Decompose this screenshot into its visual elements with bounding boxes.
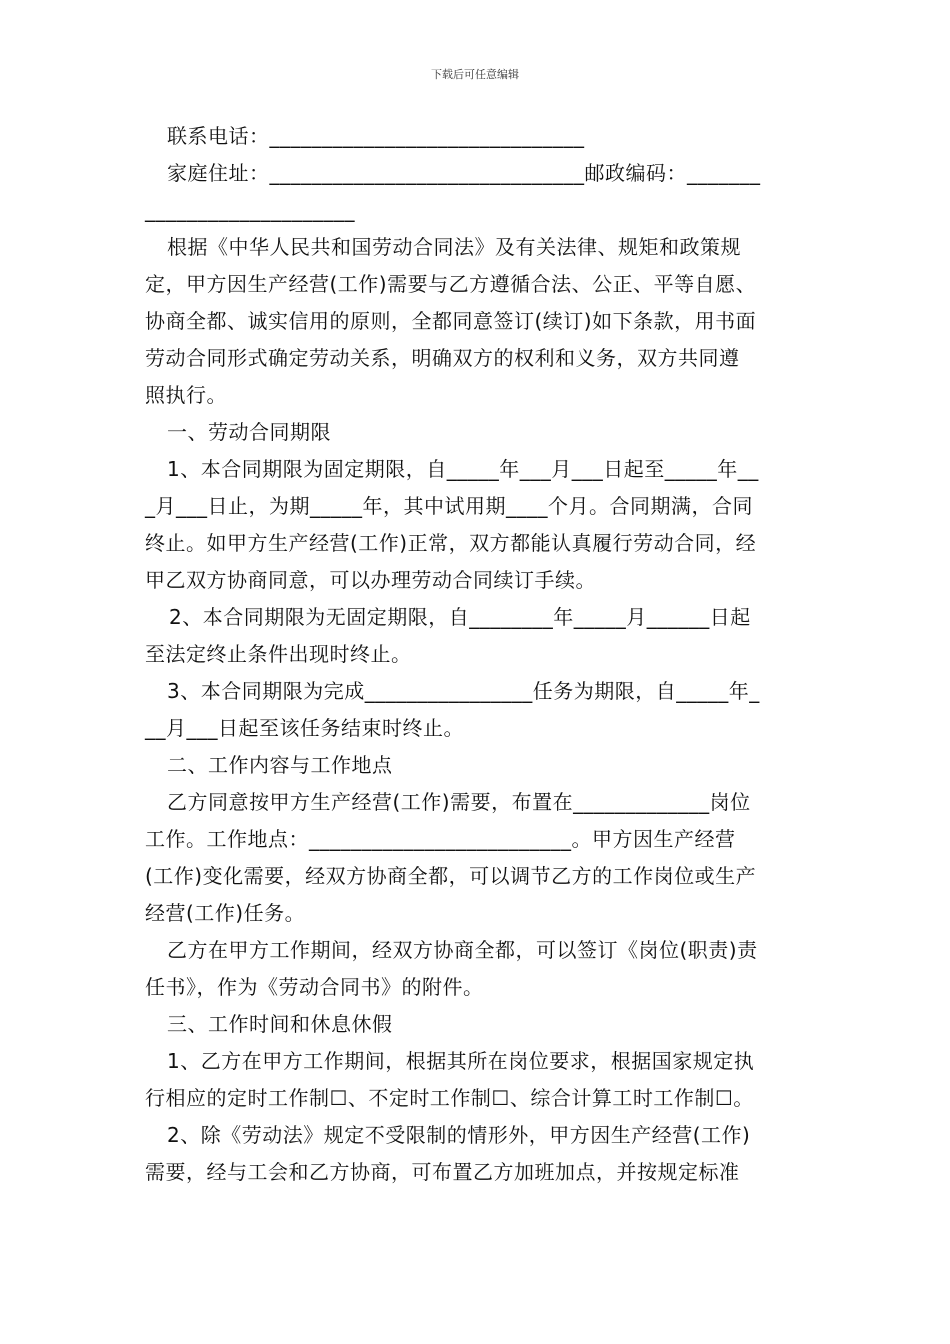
section-1-clause-1 bbox=[145, 451, 805, 599]
text-line: 1、乙方在甲方工作期间，根据其所在岗位要求，根据国家规定执 bbox=[167, 1049, 755, 1073]
section-3-clause-2 bbox=[145, 1117, 805, 1191]
text-line: 行相应的定时工作制☐、不定时工作制☐、综合计算工时工作制☐。 bbox=[145, 1086, 754, 1110]
text-line: 2、本合同期限为无固定期限，自________年_____月______日起 bbox=[169, 605, 751, 629]
text-line: _月___日止，为期_____年，其中试用期____个月。合同期满，合同 bbox=[145, 494, 753, 518]
contract-body bbox=[145, 118, 805, 1191]
phone-line: 联系电话：______________________________ bbox=[167, 124, 585, 148]
address-line: 家庭住址：______________________________邮政编码：_______ bbox=[167, 161, 761, 185]
section-1-title: 一、劳动合同期限 bbox=[167, 420, 331, 444]
text-line: 需要，经与工会和乙方协商，可布置乙方加班加点，并按规定标准 bbox=[145, 1160, 740, 1184]
section-2-paragraph-2 bbox=[145, 932, 805, 1006]
text-line: __月___日起至该任务结束时终止。 bbox=[145, 716, 464, 740]
section-2-paragraph-1 bbox=[145, 784, 805, 932]
intro-paragraph bbox=[145, 229, 805, 414]
text-line: 经营(工作)任务。 bbox=[145, 901, 306, 925]
text-line: 劳动合同形式确定劳动关系，明确双方的权利和义务，双方共同遵 bbox=[145, 346, 740, 370]
text-line: 任书》，作为《劳动合同书》的附件。 bbox=[145, 975, 484, 999]
text-line: 乙方同意按甲方生产经营(工作)需要，布置在_____________岗位 bbox=[167, 790, 751, 814]
section-2-title: 二、工作内容与工作地点 bbox=[167, 753, 393, 777]
text-line: 协商全都、诚实信用的原则，全都同意签订(续订)如下条款，用书面 bbox=[145, 309, 757, 333]
section-3-title: 三、工作时间和休息休假 bbox=[167, 1012, 393, 1036]
text-line: 3、本合同期限为完成________________任务为期限，自_____年_ bbox=[167, 679, 760, 703]
text-line: 工作。工作地点：_________________________。甲方因生产经营 bbox=[145, 827, 736, 851]
section-1-clause-2 bbox=[145, 599, 805, 673]
text-line: 2、除《劳动法》规定不受限制的情形外，甲方因生产经营(工作) bbox=[167, 1123, 751, 1147]
section-3-clause-1 bbox=[145, 1043, 805, 1117]
text-line: (工作)变化需要，经双方协商全都，可以调节乙方的工作岗位或生产 bbox=[145, 864, 757, 888]
text-line: 至法定终止条件出现时终止。 bbox=[145, 642, 412, 666]
page-header: 下载后可任意编辑 bbox=[431, 68, 519, 81]
section-1-clause-3 bbox=[145, 673, 805, 747]
text-line: 甲乙双方协商同意，可以办理劳动合同续订手续。 bbox=[145, 568, 596, 592]
address-line-cont: ____________________ bbox=[145, 198, 355, 222]
text-line: 终止。如甲方生产经营(工作)正常，双方都能认真履行劳动合同，经 bbox=[145, 531, 757, 555]
text-line: 1、本合同期限为固定期限，自_____年___月___日起至_____年__ bbox=[167, 457, 759, 481]
text-line: 乙方在甲方工作期间，经双方协商全都，可以签订《岗位(职责)责 bbox=[167, 938, 758, 962]
text-line: 照执行。 bbox=[145, 383, 227, 407]
text-line: 定，甲方因生产经营(工作)需要与乙方遵循合法、公正、平等自愿、 bbox=[145, 272, 757, 296]
text-line: 根据《中华人民共和国劳动合同法》及有关法律、规矩和政策规 bbox=[167, 235, 741, 259]
